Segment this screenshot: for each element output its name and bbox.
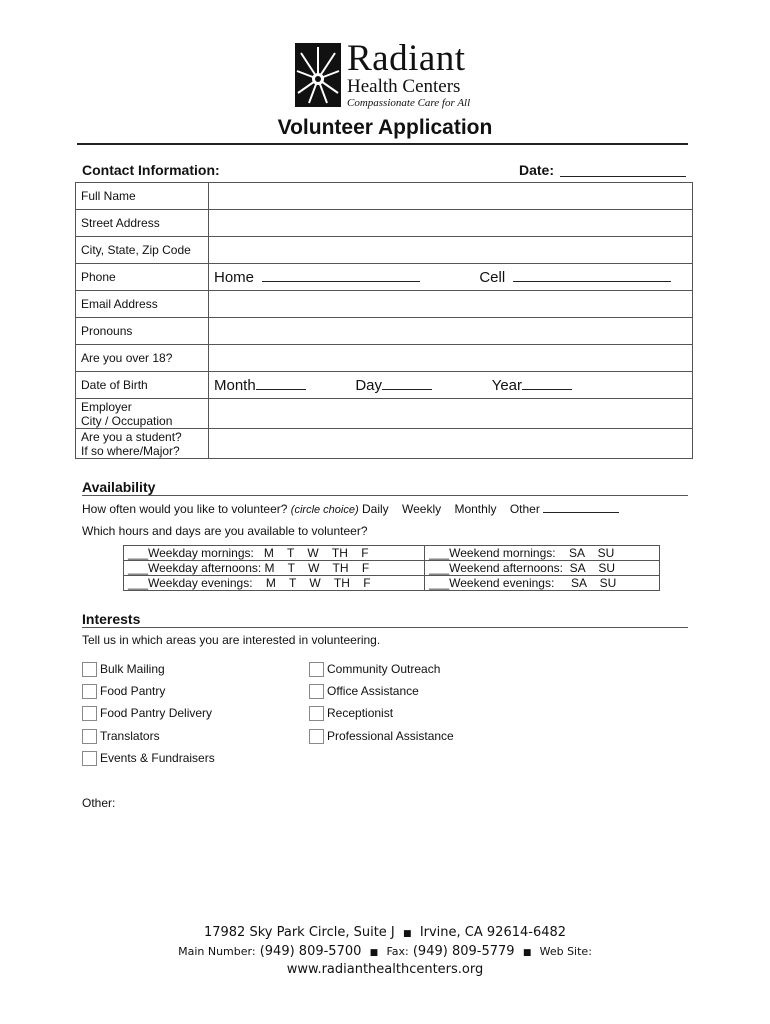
interests-heading: Interests — [82, 611, 141, 627]
footer-fax-label: Fax: — [386, 945, 409, 958]
footer-website[interactable]: www.radianthealthcenters.org — [286, 962, 484, 977]
circle-choice-note: (circle choice) — [290, 504, 359, 516]
footer-address — [0, 925, 770, 940]
phone-cell-line[interactable] — [513, 280, 671, 282]
contact-heading: Contact Information: — [82, 162, 220, 178]
dob-year-line[interactable] — [522, 388, 572, 390]
frequency-options[interactable]: Daily Weekly Monthly Other — [362, 502, 540, 516]
city-state-zip-field[interactable] — [209, 237, 693, 264]
full-name-label: Full Name — [76, 183, 209, 210]
student-field[interactable] — [209, 429, 693, 459]
student-label — [76, 429, 209, 459]
weekend-afternoons[interactable]: ___Weekend afternoons: SA SU — [425, 561, 660, 576]
availability-row — [124, 576, 660, 591]
email-field[interactable] — [209, 291, 693, 318]
how-often-text: How often would you like to volunteer? — [82, 502, 288, 516]
footer-web-label: Web Site: — [539, 945, 592, 958]
title-divider — [77, 143, 688, 145]
weekday-mornings[interactable]: ___Weekday mornings: M T W TH F — [124, 546, 425, 561]
full-name-field[interactable] — [209, 183, 693, 210]
interests-divider — [82, 627, 688, 628]
frequency-other-line[interactable] — [543, 512, 619, 513]
how-often-question — [82, 502, 619, 516]
phone-cell-label: Cell — [479, 268, 506, 286]
logo-subtitle: Health Centers — [347, 76, 461, 97]
radiant-logo-mark — [295, 43, 341, 107]
food-pantry-label: Food Pantry — [100, 684, 166, 698]
translators-checkbox[interactable] — [82, 729, 97, 744]
logo-name: Radiant — [347, 38, 466, 79]
receptionist-checkbox[interactable] — [309, 706, 324, 721]
date-field[interactable] — [560, 176, 686, 177]
footer-main-label: Main Number: — [178, 945, 256, 958]
dob-year-label: Year — [491, 376, 522, 394]
bulk-mailing-label: Bulk Mailing — [100, 662, 165, 676]
weekend-mornings[interactable]: ___Weekend mornings: SA SU — [425, 546, 660, 561]
translators-label: Translators — [100, 729, 160, 743]
phone-label: Phone — [76, 264, 209, 291]
dob-field[interactable] — [209, 372, 693, 399]
food-pantry-delivery-checkbox[interactable] — [82, 706, 97, 721]
pronouns-label: Pronouns — [76, 318, 209, 345]
street-address-field[interactable] — [209, 210, 693, 237]
events-fundraisers-checkbox[interactable] — [82, 751, 97, 766]
dob-label: Date of Birth — [76, 372, 209, 399]
over-18-field[interactable] — [209, 345, 693, 372]
employer-label-line1: Employer — [81, 399, 132, 414]
phone-home-label: Home — [214, 268, 255, 286]
office-assistance-checkbox[interactable] — [309, 684, 324, 699]
food-pantry-checkbox[interactable] — [82, 684, 97, 699]
other-interests-label: Other: — [82, 796, 116, 810]
dob-day-line[interactable] — [382, 388, 432, 390]
page-title: Volunteer Application — [277, 116, 493, 139]
footer-city: Irvine, CA 92614-6482 — [419, 925, 567, 940]
dob-month-label: Month — [214, 376, 256, 394]
footer-street: 17982 Sky Park Circle, Suite J — [203, 925, 395, 940]
professional-assistance-checkbox[interactable] — [309, 729, 324, 744]
weekday-afternoons[interactable]: ___Weekday afternoons: M T W TH F — [124, 561, 425, 576]
over-18-label: Are you over 18? — [76, 345, 209, 372]
footer-separator: ■ — [522, 948, 532, 958]
footer-separator: ■ — [369, 948, 379, 958]
city-state-zip-label: City, State, Zip Code — [76, 237, 209, 264]
logo-tagline: Compassionate Care for All — [347, 97, 471, 109]
employer-label — [76, 399, 209, 429]
community-outreach-checkbox[interactable] — [309, 662, 324, 677]
availability-row — [124, 561, 660, 576]
availability-heading: Availability — [82, 479, 156, 495]
employer-label-line2: City / Occupation — [81, 413, 173, 428]
email-label: Email Address — [76, 291, 209, 318]
events-fundraisers-label: Events & Fundraisers — [100, 751, 215, 765]
date-label: Date: — [519, 162, 555, 178]
student-label-line1: Are you a student? — [81, 429, 182, 444]
employer-field[interactable] — [209, 399, 693, 429]
which-hours-question: Which hours and days are you available to volunteer? — [82, 524, 368, 538]
office-assistance-label: Office Assistance — [327, 684, 419, 698]
weekday-evenings[interactable]: ___Weekday evenings: M T W TH F — [124, 576, 425, 591]
footer-main-number: (949) 809-5700 — [259, 944, 362, 959]
footer-fax-number: (949) 809-5779 — [412, 944, 515, 959]
student-label-line2: If so where/Major? — [81, 443, 180, 458]
receptionist-label: Receptionist — [327, 706, 394, 720]
availability-row — [124, 546, 660, 561]
pronouns-field[interactable] — [209, 318, 693, 345]
phone-field[interactable] — [209, 264, 693, 291]
professional-assistance-label: Professional Assistance — [327, 729, 454, 743]
weekend-evenings[interactable]: ___Weekend evenings: SA SU — [425, 576, 660, 591]
bulk-mailing-checkbox[interactable] — [82, 662, 97, 677]
interests-intro: Tell us in which areas you are interested in volunteering. — [82, 633, 381, 647]
street-address-label: Street Address — [76, 210, 209, 237]
community-outreach-label: Community Outreach — [327, 662, 441, 676]
availability-divider — [82, 495, 688, 496]
contact-table — [75, 182, 693, 459]
dob-day-label: Day — [355, 376, 383, 394]
dob-month-line[interactable] — [256, 388, 306, 390]
footer-separator: ■ — [403, 929, 412, 939]
footer-phones — [0, 944, 770, 959]
food-pantry-delivery-label: Food Pantry Delivery — [100, 706, 213, 720]
availability-table — [123, 545, 660, 591]
phone-home-line[interactable] — [262, 280, 420, 282]
